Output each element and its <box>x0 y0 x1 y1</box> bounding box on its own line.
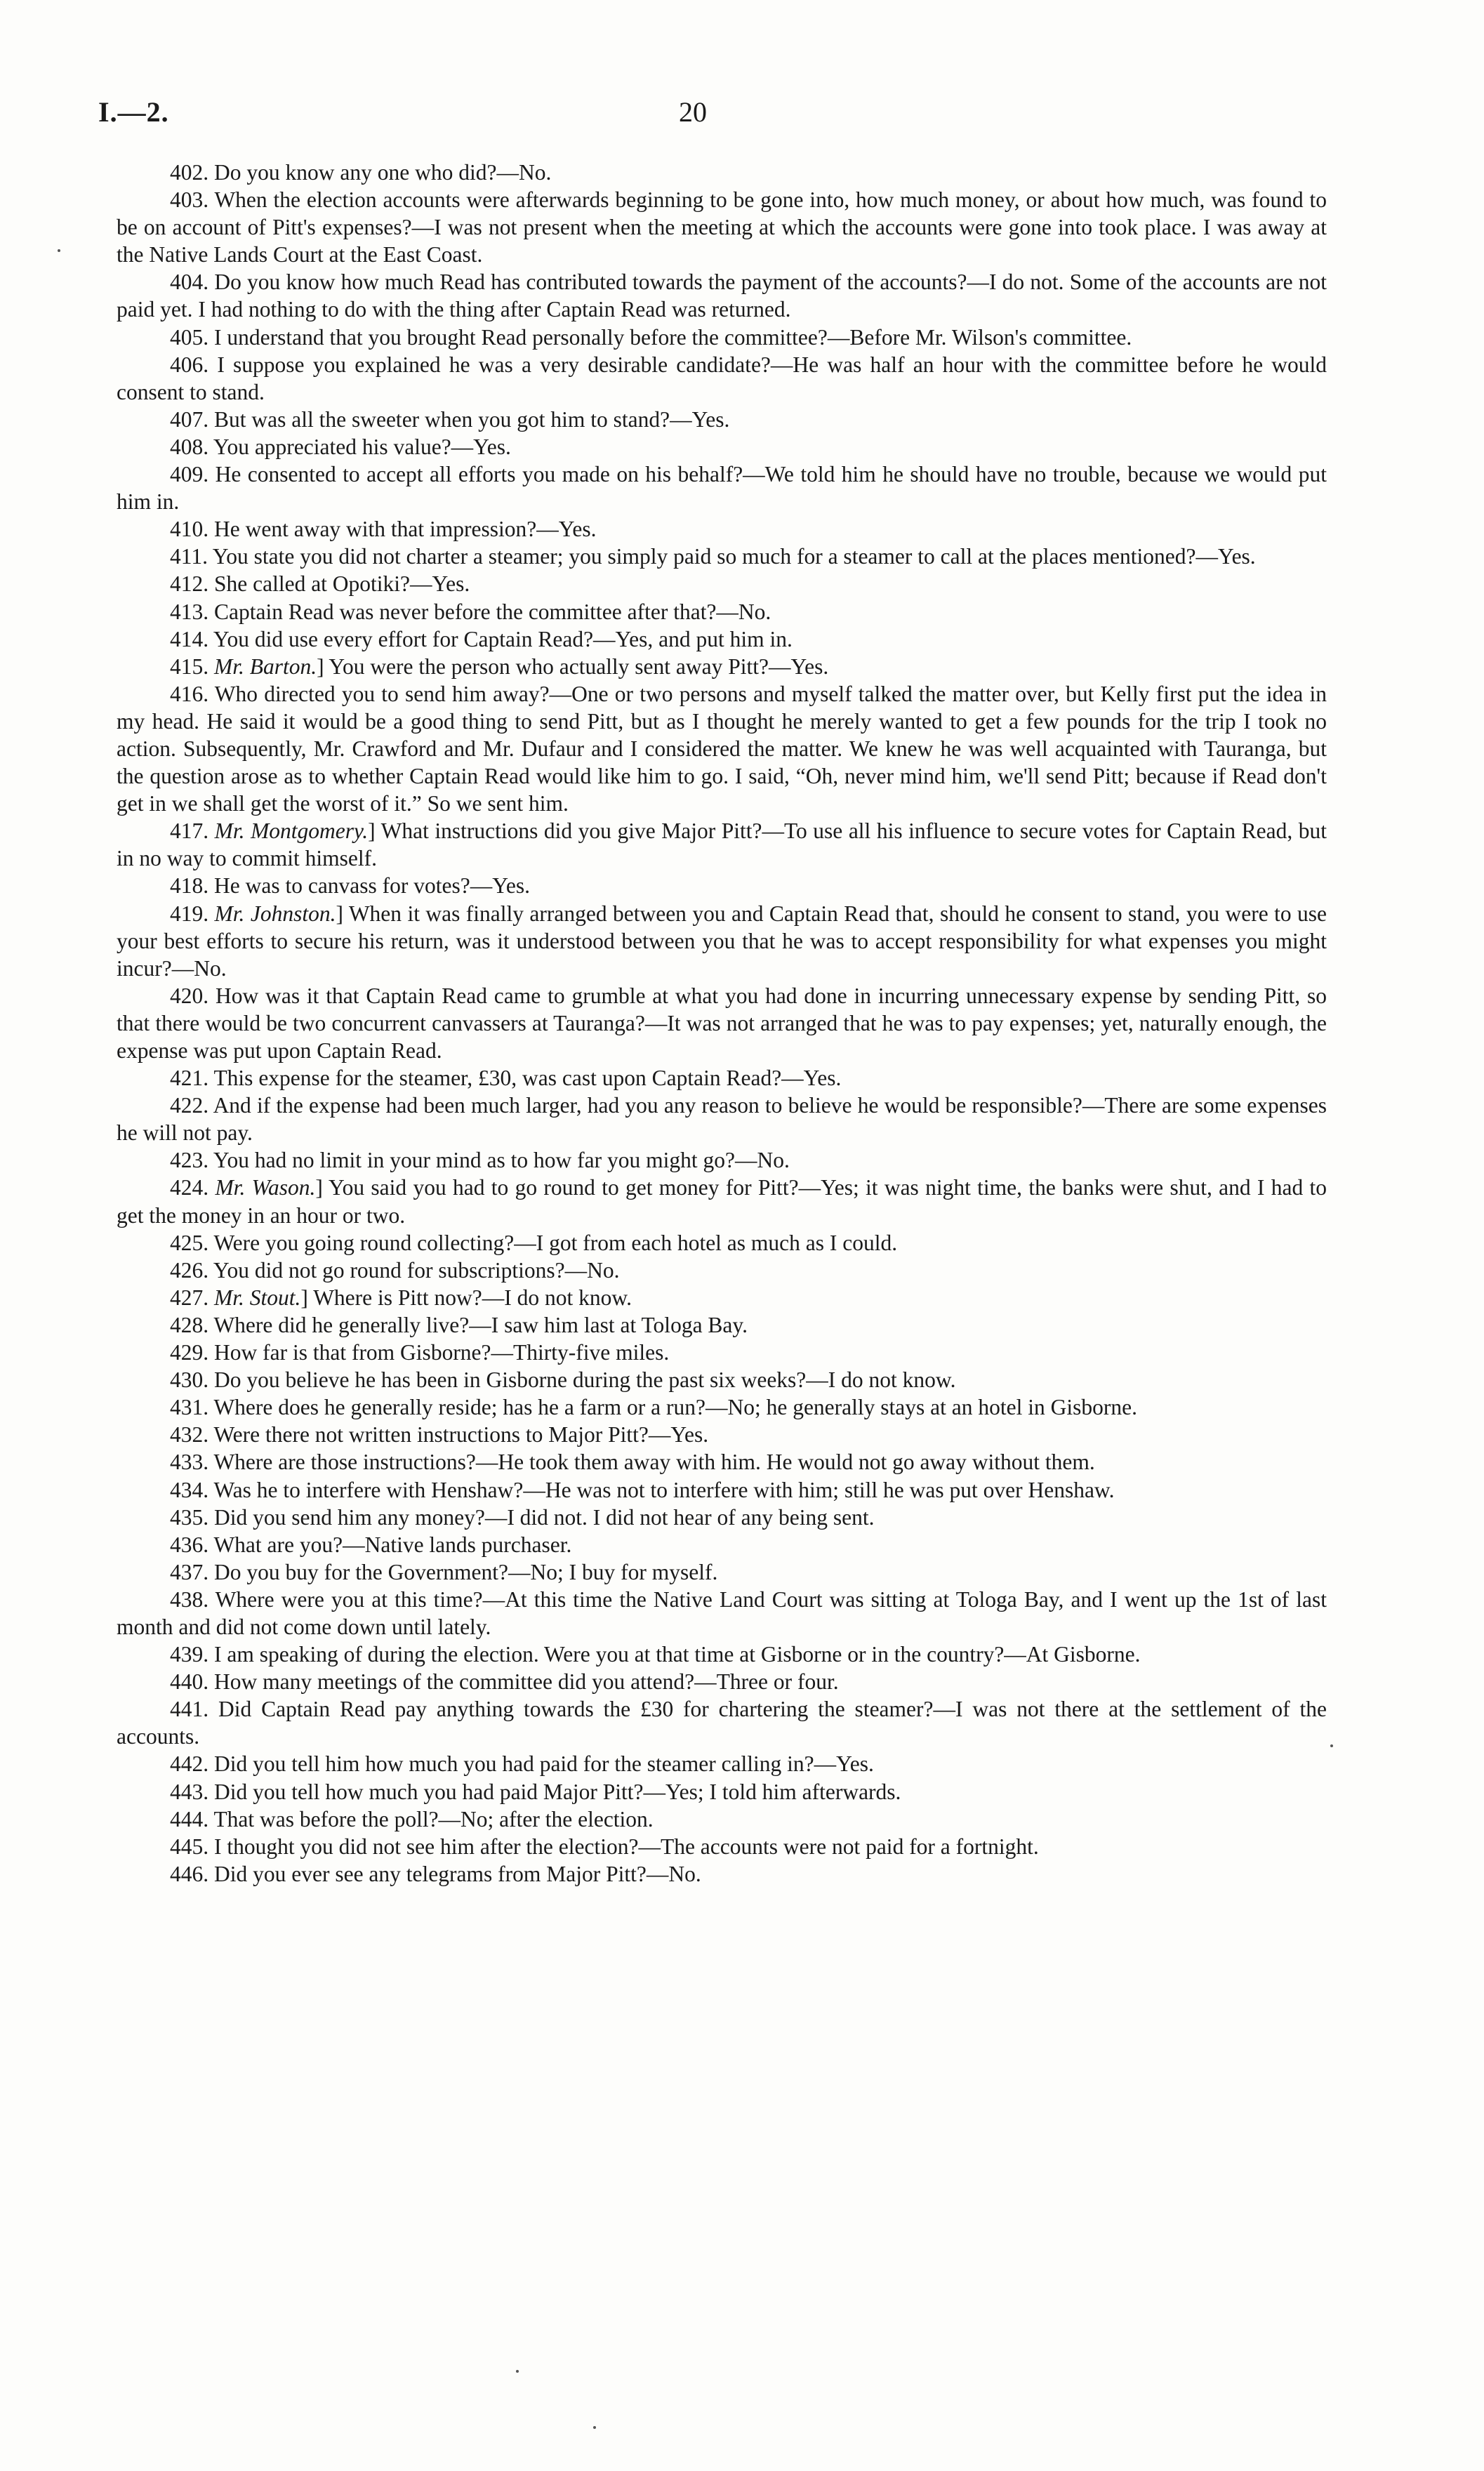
testimony-entry <box>117 406 1327 433</box>
question-number: 443. <box>170 1779 209 1804</box>
question-number: 433. <box>170 1450 209 1475</box>
testimony-entry <box>117 1064 1327 1092</box>
testimony-entry <box>117 1586 1327 1641</box>
question-number: 442. <box>170 1751 209 1777</box>
question-answer-text: You were the person who actually sent away Pitt?—Yes. <box>329 654 829 679</box>
question-answer-text: Where did he generally live?—I saw him last at Tologa Bay. <box>213 1312 748 1337</box>
testimony-entry <box>117 1778 1327 1806</box>
question-number: 435. <box>170 1504 209 1530</box>
question-answer-text: This expense for the steamer, £30, was cast upon Captain Read?—Yes. <box>213 1066 842 1091</box>
testimony-entry: 424. Mr. Wason.] You said you had to go round to get money for Pitt?—Yes; it was night time, the banks were shut, and I had to get the money in an hour or two. <box>117 1175 1327 1228</box>
question-number: 410. <box>170 517 209 542</box>
testimony-entry: 417. Mr. Montgomery.] What instructions did you give Major Pitt?—To use all his influence to secure votes for Captain Read, but in no way to commit himself. <box>117 819 1327 871</box>
testimony-entry <box>117 1668 1327 1695</box>
question-answer-text: Did Captain Read pay anything towards the £30 for chartering the steamer?—I was not there at the settlement of the accounts. <box>117 1697 1327 1749</box>
question-answer-text: You said you had to go round to get money for Pitt?—Yes; it was night time, the banks were shut, and I had to get the money in an hour or two. <box>117 1175 1327 1228</box>
question-answer-text: Did you tell him how much you had paid for the steamer calling in?—Yes. <box>214 1751 874 1777</box>
testimony-entry <box>117 1476 1327 1504</box>
question-answer-text: Were you going round collecting?—I got from each hotel as much as I could. <box>213 1230 898 1255</box>
question-answer-text: He consented to accept all efforts you made on his behalf?—We told him he should have no trouble, because we would put him in. <box>117 462 1327 515</box>
question-answer-text: Who directed you to send him away?—One or two persons and myself talked the matter over, but Kelly first put the idea in my head. He said it would be a good thing to send Pitt, but as I thought he merely wanted to get a few pounds for the trip I took no action. Subsequently, Mr. Crawford and Mr. Dufaur and I considered the matter. We knew he was well acquainted with Tauranga, but the question arose as to whether Captain Read would like him to go. I said, “Oh, never mind him, we'll send Pitt; because if Read don't get in we shall get the worst of it.” So we sent him. <box>117 681 1327 816</box>
question-answer-text: What are you?—Native lands purchaser. <box>213 1532 572 1557</box>
testimony-entry <box>117 1393 1327 1421</box>
question-answer-text: You appreciated his value?—Yes. <box>213 434 511 459</box>
testimony-entry <box>117 1833 1327 1860</box>
question-number: 414. <box>170 626 209 651</box>
question-answer-text: She called at Opotiki?—Yes. <box>214 571 470 597</box>
testimony-entry <box>117 1311 1327 1339</box>
question-answer-text: How far is that from Gisborne?—Thirty-five miles. <box>214 1340 670 1365</box>
question-answer-text: How was it that Captain Read came to grumble at what you had done in incurring unnecessary expense by sending Pitt, so that there would be two concurrent canvassers at Tauranga?—It was not arranged that he was to pay expenses; yet, naturally enough, the expense was put upon Captain Read. <box>117 983 1327 1063</box>
question-answer-text: How many meetings of the committee did you attend?—Three or four. <box>214 1669 839 1695</box>
question-number: 434. <box>170 1477 209 1502</box>
question-answer-text: Where does he generally reside; has he a farm or a run?—No; he generally stays at an hotel in Gisborne. <box>213 1395 1137 1420</box>
examiner-name: Mr. Montgomery. <box>214 819 369 844</box>
question-number: 405. <box>170 324 209 350</box>
testimony-entry <box>117 1448 1327 1476</box>
stray-mark <box>593 2426 596 2429</box>
question-answer-text: You did not go round for subscriptions?—No. <box>213 1257 620 1283</box>
question-number: 438. <box>170 1586 209 1612</box>
testimony-entry: 427. Mr. Stout.] Where is Pitt now?—I do not know. <box>170 1285 632 1310</box>
question-answer-text: I am speaking of during the election. Were you at that time at Gisborne or in the country?—At Gisborne. <box>214 1642 1141 1667</box>
question-answer-text: When it was finally arranged between you and Captain Read that, should he consent to stand, you were to use your best efforts to secure his return, was it understood between you that he was to accept responsibility for what expenses you might incur?—No. <box>117 901 1327 981</box>
testimony-entry <box>117 1531 1327 1558</box>
testimony-entry <box>117 461 1327 515</box>
testimony-entry <box>117 1860 1327 1888</box>
examiner-name: Mr. Wason. <box>215 1175 316 1200</box>
question-number: 402. <box>170 160 209 185</box>
question-number: 432. <box>170 1422 209 1448</box>
stray-mark <box>516 2370 519 2373</box>
question-answer-text: He was to canvass for votes?—Yes. <box>214 873 530 899</box>
question-number: 429. <box>170 1340 209 1365</box>
question-number: 421. <box>170 1066 209 1091</box>
page-header <box>98 95 1372 138</box>
question-number: 425. <box>170 1230 209 1255</box>
question-number: 415. <box>170 654 209 679</box>
testimony-entry <box>117 570 1327 597</box>
testimony-entry <box>117 543 1327 570</box>
question-number: 412. <box>170 571 209 597</box>
examiner-name: Mr. Barton. <box>214 654 317 679</box>
testimony-entry <box>117 1558 1327 1586</box>
question-number: 431. <box>170 1395 209 1420</box>
question-answer-text: What instructions did you give Major Pitt?—To use all his influence to secure votes for Captain Read, but in no way to commit himself. <box>117 819 1327 871</box>
testimony-entry <box>117 186 1327 268</box>
page-number: 20 <box>679 96 707 128</box>
stray-mark <box>1330 1744 1333 1747</box>
question-answer-text: You did use every effort for Captain Read?—Yes, and put him in. <box>213 626 793 651</box>
question-answer-text: Do you buy for the Government?—No; I buy for myself. <box>214 1559 718 1584</box>
question-answer-text: Did you ever see any telegrams from Major Pitt?—No. <box>214 1861 701 1886</box>
question-number: 430. <box>170 1367 209 1393</box>
question-number: 426. <box>170 1257 209 1283</box>
question-number: 417. <box>170 819 209 844</box>
question-answer-text: Do you know how much Read has contributed towards the payment of the accounts?—I do not. Some of the accounts are not paid yet. I had nothing to do with the thing after Captain Read was returned. <box>117 270 1327 322</box>
testimony-entry <box>117 433 1327 461</box>
testimony-entry <box>117 351 1327 406</box>
testimony-body <box>117 159 1327 1888</box>
question-answer-text: Do you know any one who did?—No. <box>214 160 552 185</box>
question-answer-text: I understand that you brought Read personally before the committee?—Before Mr. Wilson's committee. <box>214 324 1132 350</box>
testimony-entry <box>117 872 1327 899</box>
question-answer-text: You had no limit in your mind as to how far you might go?—No. <box>213 1148 790 1173</box>
testimony-entry <box>117 1504 1327 1531</box>
testimony-entry <box>117 1092 1327 1146</box>
question-answer-text: Where were you at this time?—At this time the Native Land Court was sitting at Tologa Bay, and I went up the 1st of last month and did not come down until lately. <box>117 1586 1327 1639</box>
question-number: 403. <box>170 187 209 213</box>
testimony-entry <box>117 324 1327 351</box>
testimony-entry <box>117 515 1327 543</box>
question-answer-text: Where are those instructions?—He took them away with him. He would not go away without them. <box>213 1450 1095 1475</box>
question-number: 420. <box>170 983 209 1008</box>
testimony-entry <box>117 1806 1327 1833</box>
question-answer-text: Captain Read was never before the committee after that?—No. <box>214 599 771 624</box>
examiner-name: Mr. Stout. <box>214 1285 301 1310</box>
question-number: 441. <box>170 1697 209 1722</box>
testimony-entry <box>117 1366 1327 1393</box>
question-number: 439. <box>170 1642 209 1667</box>
question-number: 416. <box>170 681 209 706</box>
question-number: 440. <box>170 1669 209 1695</box>
question-number: 444. <box>170 1806 209 1831</box>
question-number: 428. <box>170 1312 209 1337</box>
testimony-entry <box>117 982 1327 1064</box>
question-number: 423. <box>170 1148 209 1173</box>
question-answer-text: That was before the poll?—No; after the election. <box>213 1806 654 1831</box>
question-number: 436. <box>170 1532 209 1557</box>
testimony-entry <box>117 1750 1327 1777</box>
testimony-entry <box>117 1146 1327 1174</box>
question-number: 411. <box>170 544 208 569</box>
question-answer-text: I thought you did not see him after the election?—The accounts were not paid for a fortnight. <box>214 1834 1039 1859</box>
question-number: 408. <box>170 434 209 459</box>
testimony-entry <box>117 268 1327 323</box>
question-number: 413. <box>170 599 209 624</box>
question-answer-text: I suppose you explained he was a very desirable candidate?—He was half an hour with the committee before he would consent to stand. <box>117 352 1327 404</box>
question-answer-text: When the election accounts were afterwards beginning to be gone into, how much money, or about how much, was found to be on account of Pitt's expenses?—I was not present when the meeting at which the accounts were gone into took place. I was away at the Native Lands Court at the East Coast. <box>117 187 1327 267</box>
testimony-entry <box>117 1229 1327 1257</box>
testimony-entry <box>117 1257 1327 1284</box>
testimony-entry <box>117 598 1327 625</box>
testimony-entry <box>117 1695 1327 1750</box>
question-answer-text: Were there not written instructions to Major Pitt?—Yes. <box>213 1422 709 1448</box>
question-number: 424. <box>170 1175 209 1200</box>
question-number: 437. <box>170 1559 209 1584</box>
testimony-entry <box>117 680 1327 817</box>
question-number: 406. <box>170 352 209 377</box>
question-number: 445. <box>170 1834 209 1859</box>
question-number: 407. <box>170 406 209 432</box>
question-answer-text: But was all the sweeter when you got him to stand?—Yes. <box>214 406 730 432</box>
testimony-entry <box>117 1641 1327 1668</box>
document-reference: I.—2. <box>98 96 169 128</box>
question-number: 419. <box>170 901 209 926</box>
question-number: 404. <box>170 270 209 295</box>
question-answer-text: Where is Pitt now?—I do not know. <box>313 1285 632 1310</box>
testimony-entry: 415. Mr. Barton.] You were the person who actually sent away Pitt?—Yes. <box>170 654 829 679</box>
question-number: 418. <box>170 873 209 899</box>
testimony-entry <box>117 1339 1327 1366</box>
question-number: 409. <box>170 462 209 487</box>
question-number: 422. <box>170 1093 209 1118</box>
question-answer-text: Did you send him any money?—I did not. I did not hear of any being sent. <box>214 1504 875 1530</box>
testimony-entry <box>117 1421 1327 1448</box>
testimony-entry: 419. Mr. Johnston.] When it was finally arranged between you and Captain Read that, should he consent to stand, you were to use your best efforts to secure his return, was it understood between you that he was to accept responsibility for what expenses you might incur?—No. <box>117 901 1327 981</box>
examiner-name: Mr. Johnston. <box>214 901 336 926</box>
question-answer-text: He went away with that impression?—Yes. <box>214 517 597 542</box>
question-answer-text: And if the expense had been much larger, had you any reason to believe he would be responsible?—There are some expenses he will not pay. <box>117 1093 1327 1146</box>
testimony-entry <box>117 159 1327 186</box>
question-number: 446. <box>170 1861 209 1886</box>
question-answer-text: Was he to interfere with Henshaw?—He was not to interfere with him; still he was put over Henshaw. <box>213 1477 1115 1502</box>
stray-mark <box>58 249 60 252</box>
question-answer-text: Did you tell how much you had paid Major Pitt?—Yes; I told him afterwards. <box>214 1779 901 1804</box>
testimony-entry <box>117 625 1327 653</box>
question-number: 427. <box>170 1285 209 1310</box>
question-answer-text: You state you did not charter a steamer; you simply paid so much for a steamer to call at the places mentioned?—Yes. <box>212 544 1256 569</box>
question-answer-text: Do you believe he has been in Gisborne during the past six weeks?—I do not know. <box>214 1367 956 1393</box>
